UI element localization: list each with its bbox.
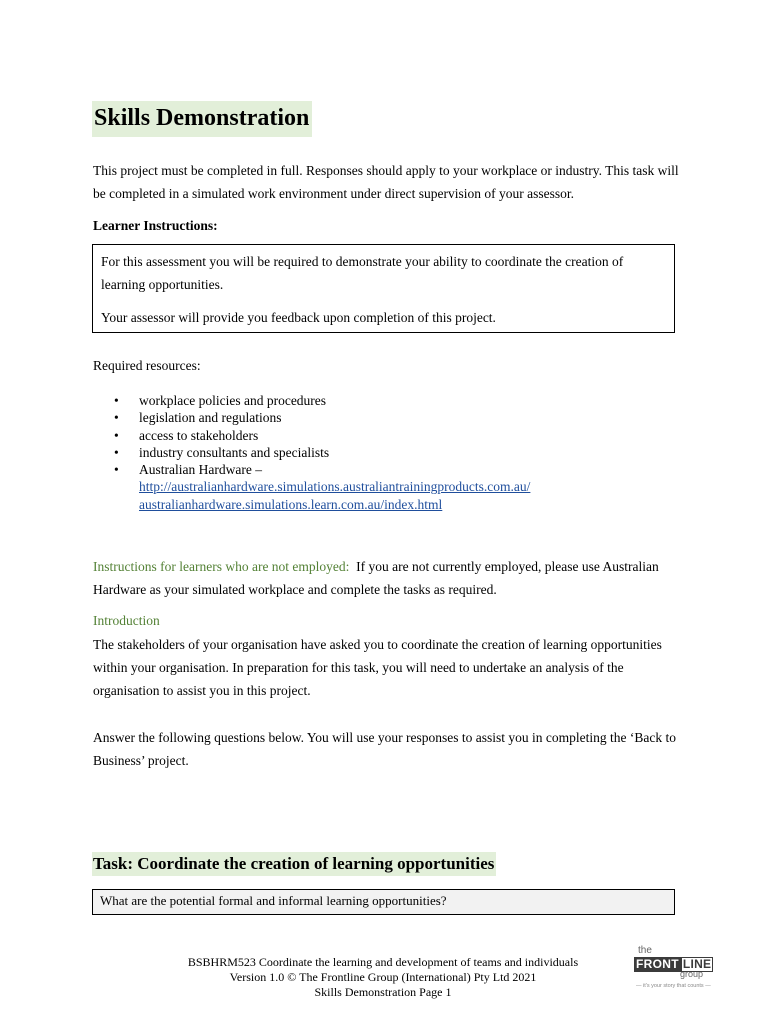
logo-line: LINE bbox=[682, 957, 712, 971]
page-title: Skills Demonstration bbox=[92, 101, 312, 137]
task-question-box: What are the potential formal and informal learning opportunities? bbox=[92, 889, 675, 915]
list-item: • legislation and regulations bbox=[114, 410, 282, 426]
simulation-link-2[interactable]: australianhardware.simulations.learn.com.au/index.html bbox=[139, 496, 443, 512]
simulation-link-1[interactable]: http://australianhardware.simulations.australiantrainingproducts.com.au/ bbox=[139, 479, 531, 495]
bullet-icon: • bbox=[114, 410, 119, 426]
list-item: • workplace policies and procedures bbox=[114, 393, 327, 408]
footer-version-line: Version 1.0 © The Frontline Group (International) Pty Ltd 2021 bbox=[229, 970, 537, 984]
introduction-heading: Introduction bbox=[93, 613, 160, 628]
bullet-icon: • bbox=[114, 462, 119, 478]
learner-instructions-box bbox=[92, 244, 675, 333]
resources-list bbox=[114, 392, 674, 513]
list-item: • access to stakeholders bbox=[114, 427, 259, 443]
footer-unit-line: BSBHRM523 Coordinate the learning and development of teams and individuals bbox=[187, 955, 579, 969]
list-item: • industry consultants and specialists bbox=[114, 444, 330, 460]
logo-front: FRONT bbox=[636, 957, 679, 971]
list-item: • Australian Hardware – http://australianhardware.simulations.australiantrainingproducts.com.au/ australianhardware.simulations.learn.com.au/index.html bbox=[114, 461, 674, 513]
bullet-icon: • bbox=[114, 427, 119, 443]
required-resources-heading: Required resources: bbox=[93, 358, 201, 373]
footer-page-line: Skills Demonstration Page 1 bbox=[314, 985, 452, 999]
logo-group: group bbox=[680, 969, 704, 979]
task-heading: Task: Coordinate the creation of learning opportunities bbox=[92, 852, 496, 876]
bullet-icon: • bbox=[114, 393, 119, 408]
learner-instructions-heading: Learner Instructions: bbox=[93, 218, 218, 233]
instructions-paragraph-2: Your assessor will provide you feedback upon completion of this project. bbox=[101, 310, 496, 325]
page-footer bbox=[150, 955, 616, 1000]
intro-paragraph: This project must be completed in full. Responses should apply to your workplace or industry. This task will be completed in a simulated work environment under direct supervision of your assessor. bbox=[93, 163, 679, 201]
not-employed-paragraph bbox=[93, 555, 683, 601]
not-employed-label: Instructions for learners who are not employed: bbox=[93, 559, 350, 574]
frontline-logo bbox=[630, 946, 722, 996]
logo-the: the bbox=[638, 945, 652, 956]
not-employed-text: If you are not currently employed, please use Australian Hardware as your simulated workplace and complete the tasks as required. bbox=[93, 559, 659, 597]
answer-instructions: Answer the following questions below. You will use your responses to assist you in completing the ‘Back to Business’ project. bbox=[93, 730, 676, 768]
logo-tagline: — it's your story that counts — bbox=[636, 983, 711, 989]
introduction-body: The stakeholders of your organisation have asked you to coordinate the creation of learning opportunities within your organisation. In preparation for this task, you will need to undertake an analysis of the organisation to assist you in this project. bbox=[93, 637, 662, 698]
bullet-icon: • bbox=[114, 444, 119, 460]
instructions-paragraph-1: For this assessment you will be required to demonstrate your ability to coordinate the creation of learning opportunities. bbox=[101, 254, 624, 292]
